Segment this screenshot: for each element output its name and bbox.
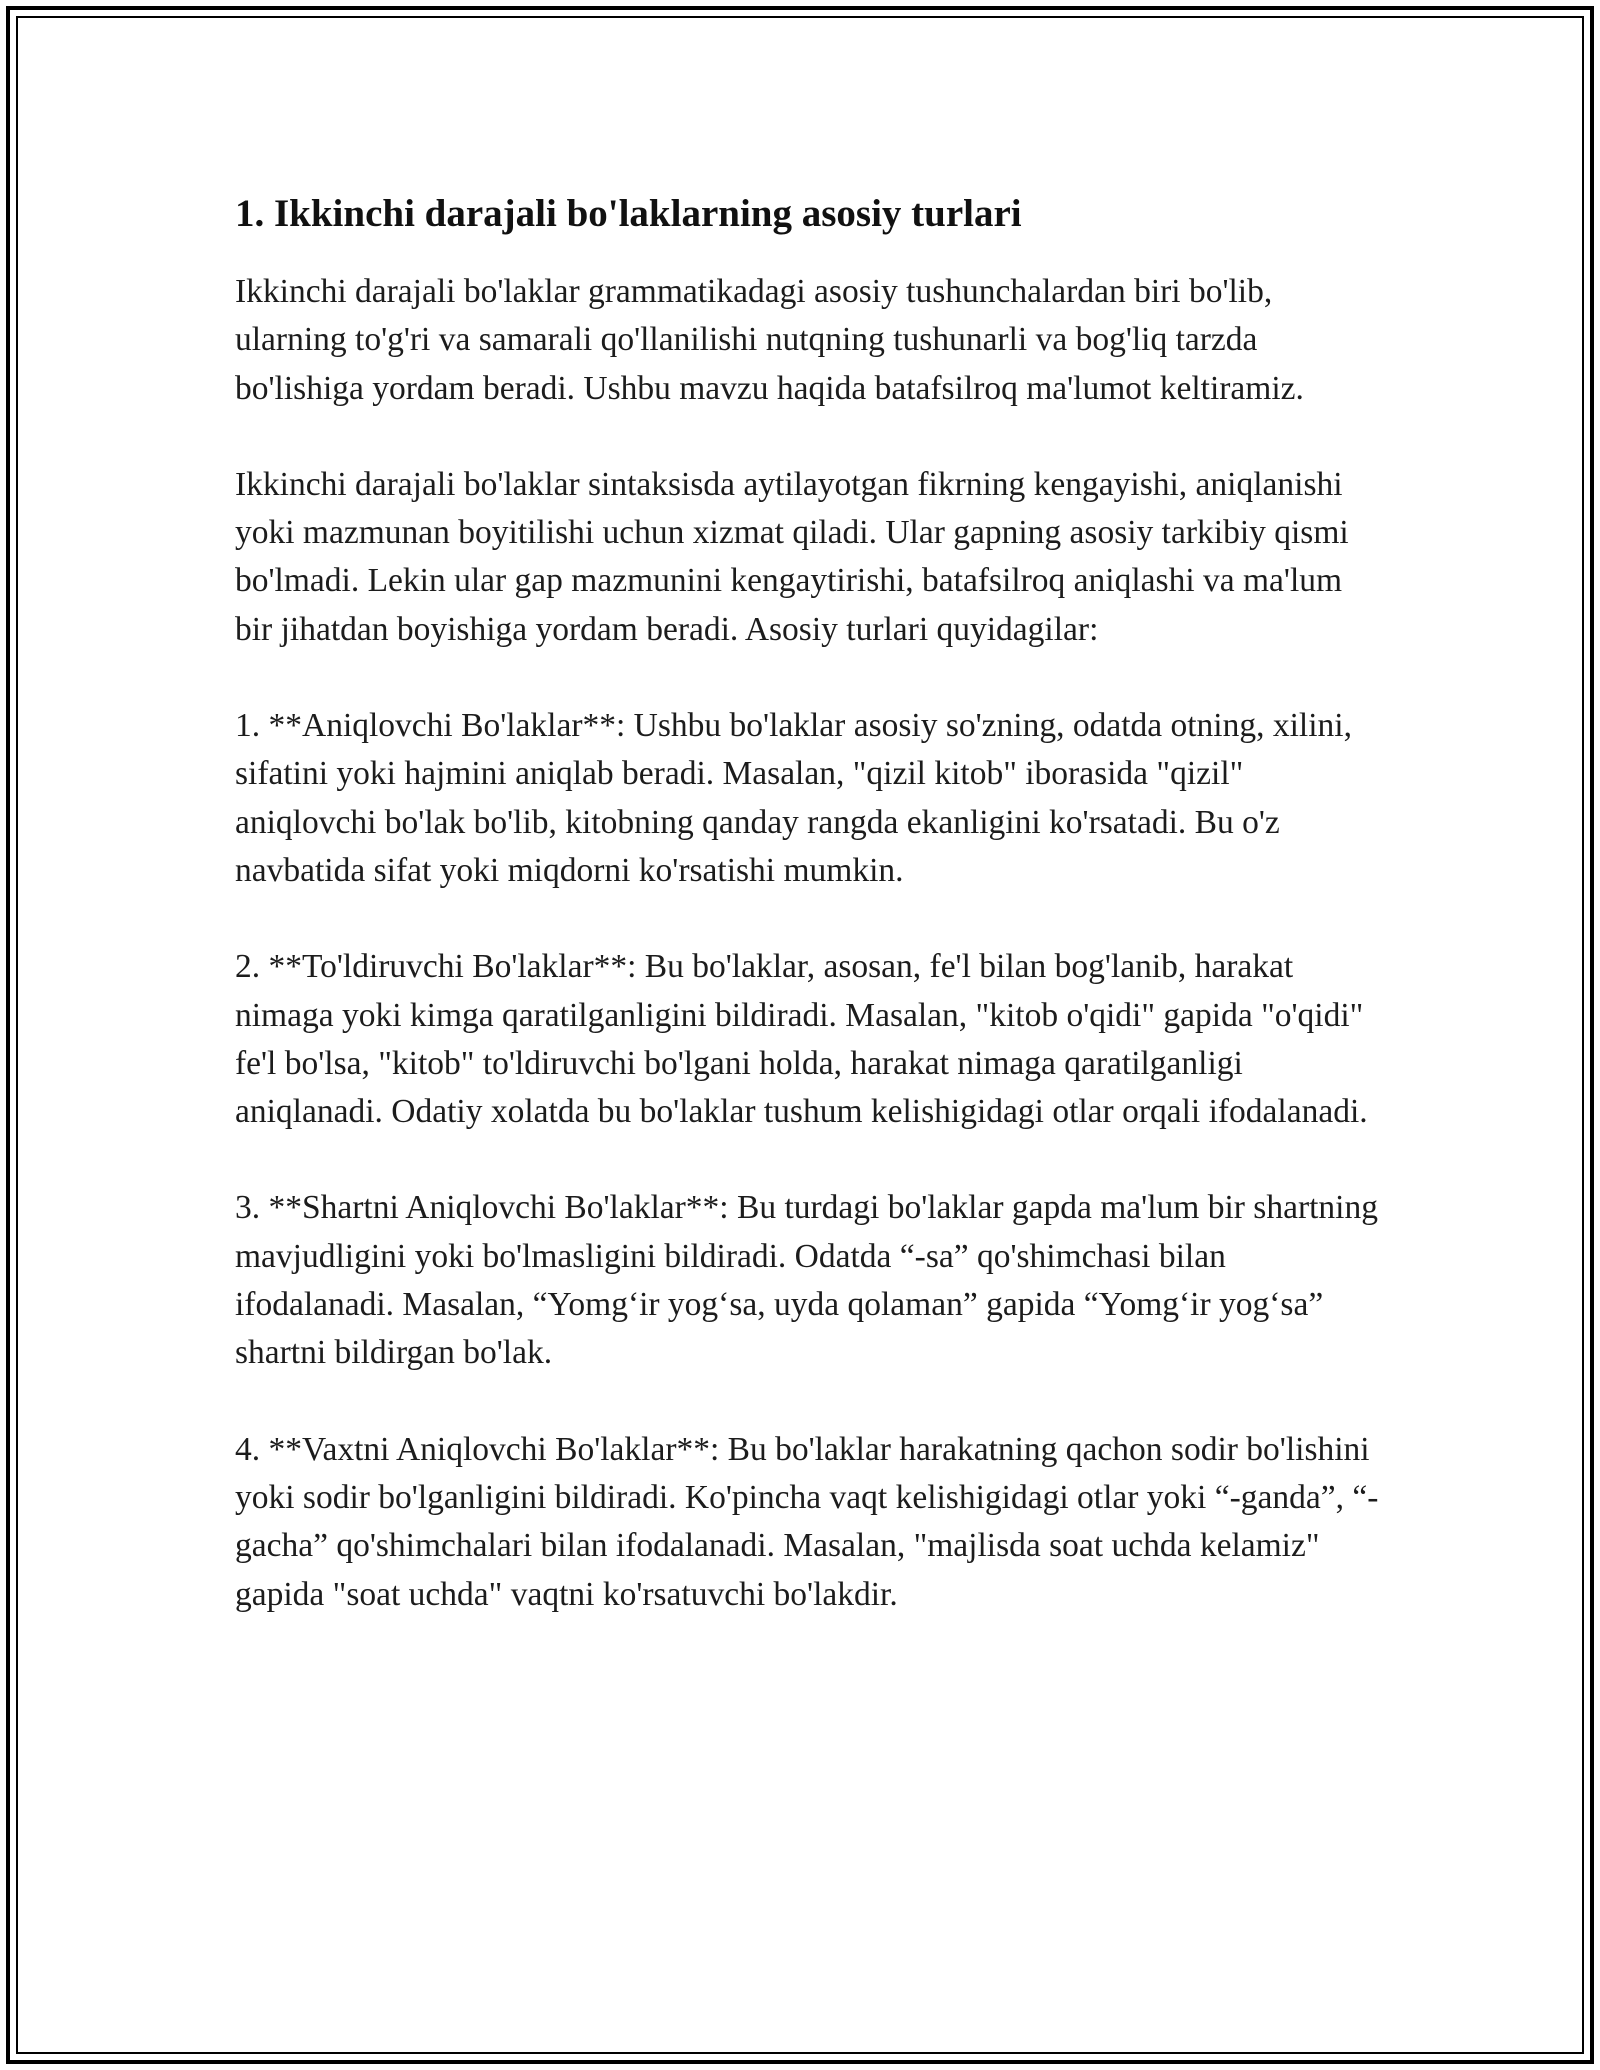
- list-item-shartni-aniqlovchi: 3. **Shartni Aniqlovchi Bo'laklar**: Bu turdagi bo'laklar gapda ma'lum bir shartning mavjudligini yoki bo'lmasligini bildiradi. Odatda “-sa” qo'shimchasi bilan ifodalanadi. Masalan, “Yomg‘ir yog‘sa, uyda qolaman” gapida “Yomg‘ir yog‘sa” shartni bildirgan bo'lak.: [235, 1189, 1378, 1372]
- overview-paragraph: Ikkinchi darajali bo'laklar sintaksisda aytilayotgan fikrning kengayishi, aniqlanishi yoki mazmunan boyitilishi uchun xizmat qiladi. Ular gapning asosiy tarkibiy qismi bo'lmadi. Lekin ular gap mazmunini kengaytirishi, batafsilroq aniqlashi va ma'lum bir jihatdan boyishiga yordam beradi. Asosiy turlari quyidagilar:: [235, 465, 1349, 648]
- list-item-aniqlovchi: 1. **Aniqlovchi Bo'laklar**: Ushbu bo'laklar asosiy so'zning, odatda otning, xilini, sifatini yoki hajmini aniqlab beradi. Masalan, "qizil kitob" iborasida "qizil" aniqlovchi bo'lak bo'lib, kitobning qanday rangda ekanligini ko'rsatadi. Bu o'z navbatida sifat yoki miqdorni ko'rsatishi mumkin.: [235, 707, 1352, 889]
- list-item-vaxtni-aniqlovchi: 4. **Vaxtni Aniqlovchi Bo'laklar**: Bu bo'laklar harakatning qachon sodir bo'lishini yoki sodir bo'lganligini bildiradi. Ko'pincha vaqt kelishigidagi otlar yoki “-ganda”, “-gacha” qo'shimchalari bilan ifodalanadi. Masalan, "majlisda soat uchda kelamiz" gapida "soat uchda" vaqtni ko'rsatuvchi bo'lakdir.: [235, 1430, 1379, 1613]
- list-item-toldiruvchi: 2. **To'ldiruvchi Bo'laklar**: Bu bo'laklar, asosan, fe'l bilan bog'lanib, harakat nimaga yoki kimga qaratilganligini bildiradi. Masalan, "kitob o'qidi" gapida "o'qidi" fe'l bo'lsa, "kitob" to'ldiruvchi bo'lgani holda, harakat nimaga qaratilganligi aniqlanadi. Odatiy xolatda bu bo'laklar tushum kelishigidagi otlar orqali ifodalanadi.: [235, 948, 1368, 1131]
- document-body: [235, 188, 1385, 1667]
- section-heading: 1. Ikkinchi darajali bo'laklarning asosiy turlari: [235, 192, 1022, 235]
- intro-paragraph: Ikkinchi darajali bo'laklar grammatikadagi asosiy tushunchalardan biri bo'lib, ularning to'g'ri va samarali qo'llanilishi nutqning tushunarli va bog'liq tarzda bo'lishiga yordam beradi. Ushbu mavzu haqida batafsilroq ma'lumot keltiramiz.: [235, 273, 1304, 407]
